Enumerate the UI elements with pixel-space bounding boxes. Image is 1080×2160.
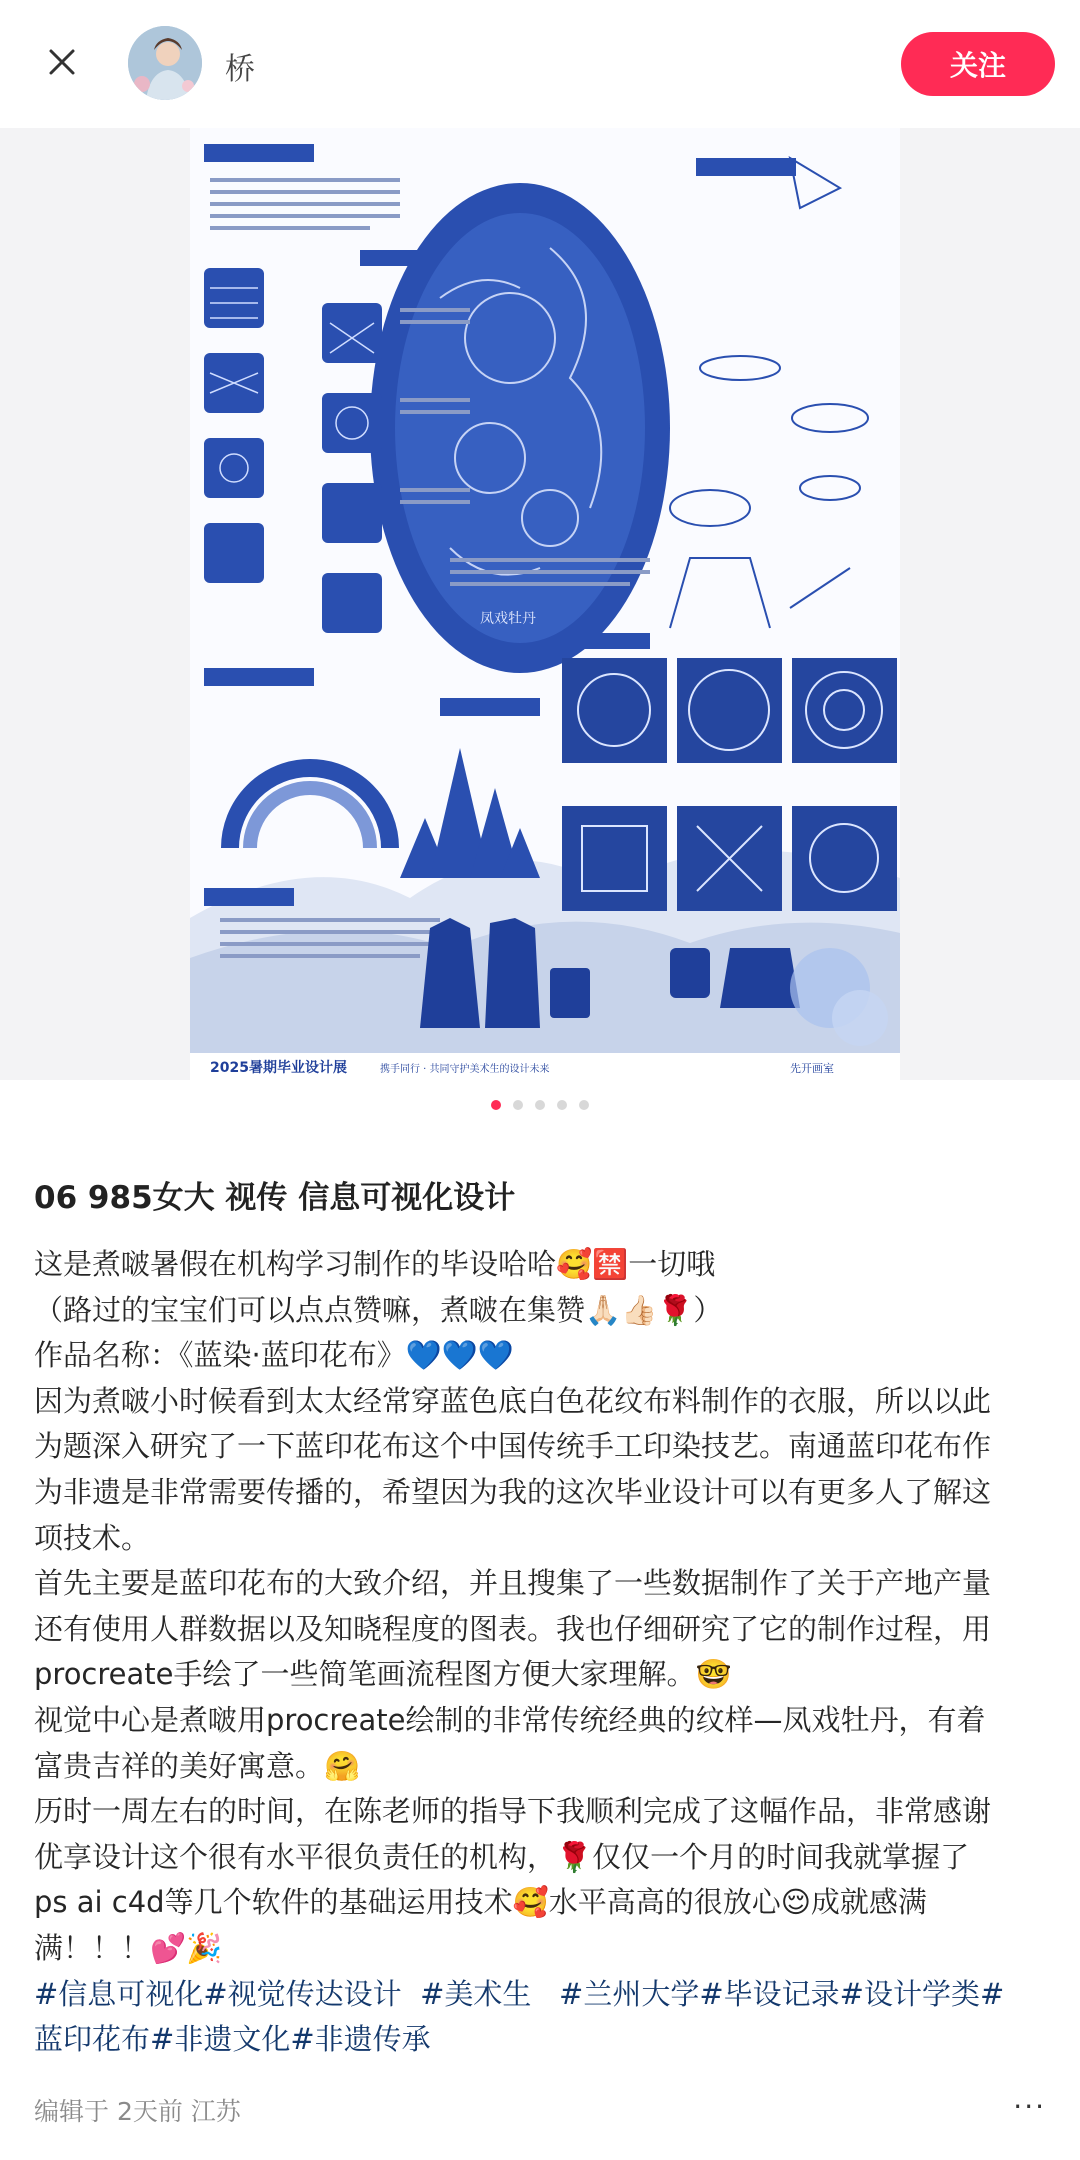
post-line: 视觉中心是煮啵用procreate绘制的非常传统经典的纹样—凤戏牡丹，有着	[34, 1702, 986, 1737]
post-line: （路过的宝宝们可以点点赞嘛，煮啵在集赞🙏🏻👍🏻🌹）	[34, 1292, 723, 1327]
poster-illustration	[190, 128, 900, 1080]
post-line: ps ai c4d等几个软件的基础运用技术🥰水平高高的很放心😌成就感满	[34, 1885, 927, 1920]
post-meta: 编辑于 2天前 江苏	[34, 2097, 241, 2126]
tag-link[interactable]: #设计学类	[839, 1976, 980, 2011]
tag-link[interactable]: #信息可视化	[34, 1976, 204, 2011]
carousel-indicator	[0, 1100, 1080, 1120]
post-footer	[34, 2090, 1046, 2130]
carousel-dot-4[interactable]	[557, 1100, 567, 1110]
poster-brand: 先开画室	[790, 1062, 834, 1075]
post-line: 这是煮啵暑假在机构学习制作的毕设哈哈🥰🈲一切哦	[34, 1247, 716, 1281]
carousel-dot-3[interactable]	[535, 1100, 545, 1110]
poster-footer-subtitle: 携手同行 · 共同守护美术生的设计未来	[380, 1064, 550, 1075]
tag-link[interactable]: #美术生	[420, 1976, 532, 2011]
post-line: 为题深入研究了一下蓝印花布这个中国传统手工印染技艺。南通蓝印花布作	[34, 1429, 992, 1464]
tag-link[interactable]: #毕设记录	[699, 1976, 840, 2011]
tag-link[interactable]: #非遗传承	[290, 2022, 431, 2057]
post-line: procreate手绘了一些简笔画流程图方便大家理解。🤓	[34, 1657, 732, 1692]
post-line: 首先主要是蓝印花布的大致介绍，并且搜集了一些数据制作了关于产地产量	[34, 1566, 992, 1601]
poster-center-label: 凤戏牡丹	[480, 611, 536, 627]
carousel-dot-2[interactable]	[513, 1100, 523, 1110]
avatar[interactable]	[128, 26, 202, 100]
top-bar	[0, 0, 1080, 128]
tag-link[interactable]: #视觉传达设计	[203, 1976, 402, 2011]
poster-footer-title: 2025暑期毕业设计展	[210, 1060, 347, 1076]
close-icon	[47, 47, 77, 77]
post-line: 项技术。	[34, 1520, 151, 1555]
tag-list	[34, 1972, 1046, 2063]
post-line: 为非遗是非常需要传播的，希望因为我的这次毕业设计可以有更多人了解这	[34, 1474, 992, 1509]
post-line: 历时一周左右的时间，在陈老师的指导下我顺利完成了这幅作品，非常感谢	[34, 1794, 992, 1829]
more-options-button[interactable]: ···	[1013, 2090, 1046, 2123]
follow-button[interactable]: 关注	[901, 32, 1055, 96]
post-line: 优享设计这个很有水平很负责任的机构，🌹仅仅一个月的时间我就掌握了	[34, 1839, 970, 1874]
avatar-image	[128, 26, 202, 100]
post-line: 还有使用人群数据以及知晓程度的图表。我也仔细研究了它的制作过程，用	[34, 1611, 992, 1646]
post-title: 06 985女大 视传 信息可视化设计	[34, 1180, 516, 1216]
post-line: 满！！！💕🎉	[34, 1930, 223, 1965]
author-name[interactable]: 桥	[225, 52, 255, 87]
tag-link[interactable]: 蓝印花布	[34, 2022, 151, 2057]
post-line: 富贵吉祥的美好寓意。🤗	[34, 1748, 361, 1783]
tag-link[interactable]: #兰州大学	[559, 1976, 700, 2011]
post-line: 因为煮啵小时候看到太太经常穿蓝色底白色花纹布料制作的衣服，所以以此	[34, 1383, 992, 1418]
post-line: 作品名称：《蓝染·蓝印花布》💙💙💙	[34, 1338, 515, 1373]
carousel-dot-1[interactable]	[491, 1100, 501, 1110]
carousel-dot-5[interactable]	[579, 1100, 589, 1110]
tag-link[interactable]: #	[979, 1976, 1005, 2011]
media-carousel[interactable]	[0, 128, 1080, 1080]
post-content	[34, 1168, 1046, 2063]
tag-link[interactable]: #非遗文化	[150, 2022, 291, 2057]
poster-image	[190, 128, 900, 1080]
post-body	[34, 1242, 1046, 1972]
close-button[interactable]	[40, 40, 84, 84]
